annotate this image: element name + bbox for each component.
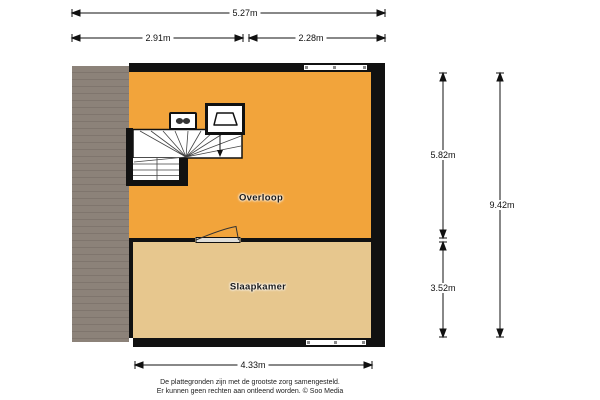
disclaimer-line-2: Er kunnen geen rechten aan ontleend worden. © Soo Media	[156, 387, 344, 395]
window-mullion	[334, 341, 337, 344]
wall-right	[371, 63, 385, 347]
window-mullion	[307, 341, 310, 344]
room-label-slaapkamer: Slaapkamer	[229, 281, 287, 293]
disclaimer	[0, 379, 500, 396]
dim-top-right: 2.28m	[295, 33, 326, 43]
window-mullion	[363, 66, 366, 69]
dim-right-total: 9.42m	[486, 200, 517, 210]
dim-right-lower: 3.52m	[427, 283, 458, 293]
window-mullion	[305, 66, 308, 69]
dim-top-total: 5.27m	[229, 8, 260, 18]
window-top	[303, 64, 368, 71]
disclaimer-line-1: De plattegronden zijn met de grootste zorg samengesteld.	[160, 379, 340, 386]
window-mullion	[333, 66, 336, 69]
dim-bottom: 4.33m	[237, 360, 268, 370]
wall-divider	[129, 238, 371, 242]
dim-top-left: 2.91m	[142, 33, 173, 43]
ventilation-unit-icon	[169, 112, 197, 130]
room-label-overloop: Overloop	[238, 192, 284, 204]
roof-slope-strip	[72, 66, 129, 342]
roof-window-icon	[205, 103, 245, 135]
window-mullion	[362, 341, 365, 344]
window-bottom	[305, 339, 367, 346]
wall-slaapkamer-left	[129, 242, 133, 338]
dim-right-upper: 5.82m	[427, 150, 458, 160]
room-overloop	[129, 72, 371, 238]
